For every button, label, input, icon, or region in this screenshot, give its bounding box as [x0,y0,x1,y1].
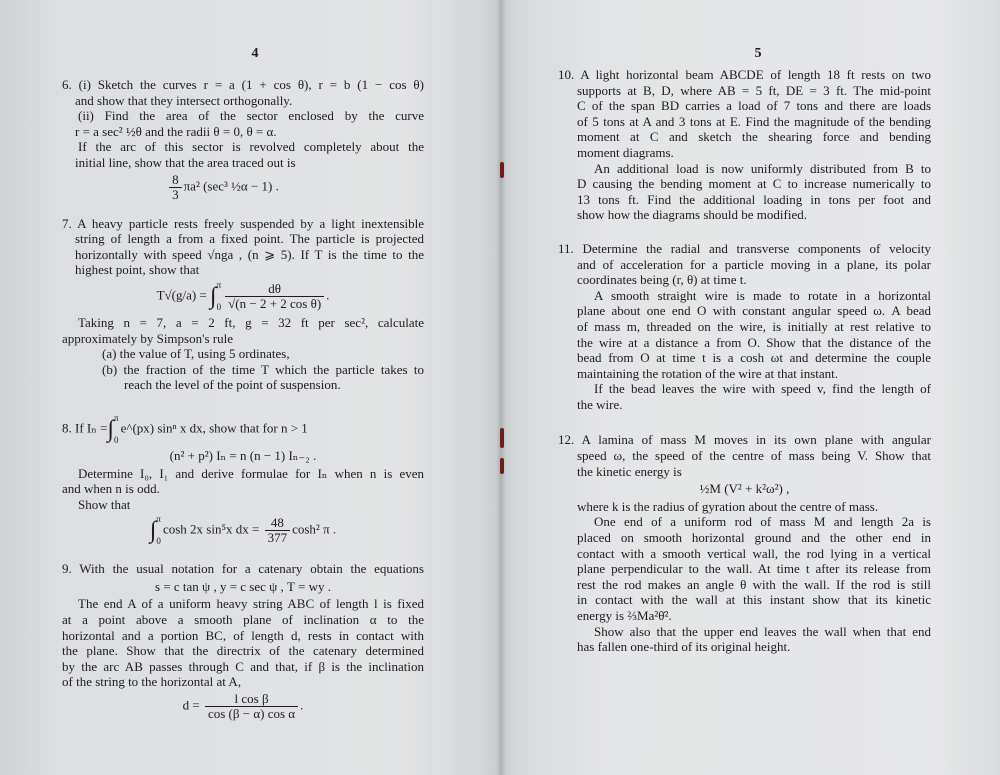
problem-9 [62,561,424,721]
text-line: the plane. Show that the directrix of the catenary determined [62,643,424,659]
text-line: If the bead leaves the wire with speed v, find the length of [594,381,931,397]
text-line: moment diagrams. [577,144,674,160]
fraction: $\frac{8}{3}$ [169,173,182,202]
text-line: has fallen one-third of its original height. [577,639,791,655]
text-line: and show that they intersect orthogonally. [75,92,293,108]
text-line: speed ω, the speed of the centre of mass being V. Show that [577,448,931,464]
page-mark [500,428,504,448]
integral-limits: π 0 [156,514,161,547]
text-line: 11. Determine the radial and transverse components of velocity [558,240,931,256]
text-line: at a point above a smooth plane of inclination α to the [62,612,424,628]
list-item: (b) the fraction of the time T which the particle takes to [102,361,424,377]
text-line: contact with a smooth vertical wall, the rod lying in a vertical [577,545,931,561]
text-line: show how the diagrams should be modified. [577,207,807,223]
equation: $\frac{8}{3}$ πa² (sec³ ½α − 1) . [62,173,424,202]
text-line: One end of a uniform rod of mass M and length 2a is [594,514,931,530]
text-line: Determine I₀, I₁ and derive formulae for Iₙ when n is even [78,465,424,481]
problem-11 [558,241,931,413]
text-line: 7. A heavy particle rests freely suspended by a light inextensible [62,215,424,231]
text-line: string of length a from a fixed point. The particle is projected [75,231,424,247]
text-line: coordinates being (r, θ) at time t. [577,272,747,288]
page-mark [500,458,504,474]
equation: ½M (V² + k²ω²) , [699,481,790,497]
equation: T√(g/a) = ∫π 0 $\frac{d\theta}{\text{√(n − 2 + 2 cos θ)}}$ . [156,279,330,312]
fraction: $\frac{d\theta}{\text{√(n − 2 + 2 cos θ)}}$ [225,282,324,311]
fraction: $\frac{\text{l cos β}}{\text{cos (β − α) cos α}}$ [205,692,298,721]
text-line: D causing the bending moment at C to increase numerically to [577,176,931,192]
text-line: the wire. [577,396,623,412]
text-line: horizontal and a portion BC, of length d, rests in contact with [62,627,424,643]
text-line: 8. If Iₙ =∫π 0e^(px) sinⁿ x dx, show that for n > 1 [62,412,308,445]
equation: s = c tan ψ , y = c sec ψ , T = wy . [155,578,331,594]
text-line: in contact with the wall at this instant show that its kinetic [577,592,931,608]
text-line: of 5 tons at A and 3 tons at E. Find the magnitude of the bending [577,113,931,129]
problem-12 [558,432,931,654]
integral-sign: ∫ [149,517,157,544]
problem-7 [62,216,424,393]
integral-limits: π 0 [216,279,222,312]
text-line: rest the rod makes an angle θ with the wall. If the rod is still [577,576,931,592]
text-line: C of the span BD carries a load of 7 tons and there are loads [577,98,931,114]
text-line: 9. With the usual notation for a catenary obtain the equations [62,561,424,577]
right-page [500,0,1000,775]
left-column [62,77,424,735]
text-line: highest point, show that [75,262,200,278]
text-line: Show also that the upper end leaves the wall when that end [594,623,931,639]
text-line: and when n is odd. [62,481,160,497]
text-line: 12. A lamina of mass M moves in its own plane with angular [558,432,931,448]
text-line: approximately by Simpson's rule [62,330,233,346]
equation: ∫π 0cosh 2x sin⁵x dx = $\frac{48}{377}$ cosh² π . [149,514,337,547]
text-line: the kinetic energy is [577,463,682,479]
text-line: An additional load is now uniformly distributed from B to [594,160,931,176]
text-line: The end A of a uniform heavy string ABC of length l is fixed [78,596,424,612]
problem-10 [558,67,931,223]
text-line: A smooth straight wire is made to rotate in a horizontal [594,287,931,303]
text-line: the wire at a distance a from O. Show that the distance of the [577,334,931,350]
text-line: Taking n = 7, a = 2 ft, g = 32 ft per sec², calculate [78,314,424,330]
text-line: Show that [78,496,131,512]
integral-limits: π 0 [114,412,119,445]
text-line: of mass m, threaded on the wire, is initially at rest relative to [577,318,931,334]
text-line: 10. A light horizontal beam ABCDE of length 18 ft rests on two [558,67,931,82]
integral-sign: ∫ [210,283,217,310]
text-line: 13 tons ft. Find the additional loading in tons per foot and [577,191,931,207]
text-line: If the arc of this sector is revolved completely about the [78,139,424,155]
text-line: by the arc AB passes through C and that, if β is the inclination [62,658,424,674]
problem-6 [62,77,424,202]
text-line: and of acceleration for a particle moving in a plane, its polar [577,256,931,272]
text-line: energy is ⅔Ma²θ̇². [577,608,672,623]
list-item: (a) the value of T, using 5 ordinates, [102,346,290,362]
page-number: 5 [754,46,762,61]
page-mark [500,162,504,178]
integral-sign: ∫ [107,416,115,443]
text-line: where k is the radius of gyration about the centre of mass. [577,498,879,514]
text-line: of the string to the horizontal at A, [62,674,242,690]
text-line: (ii) Find the area of the sector enclosed by the curve [78,108,424,124]
text-line: horizontally with speed √nga , (n ⩾ 5). If T is the time to the [75,246,424,262]
text-line: plane about one end O with constant angular speed ω. A bead [577,303,931,319]
problem-8 [62,413,424,547]
equation: (n² + p²) Iₙ = n (n − 1) Iₙ₋₂ . [169,447,317,463]
text-line: bead from O at time t is a cosh ωt and determine the couple [577,350,931,366]
text-line: supports at B, D, where AB = 5 ft, DE = 3 ft. The mid-point [577,82,931,98]
text-line: 6. (i) Sketch the curves r = a (1 + cos θ), r = b (1 − cos θ) [62,77,424,92]
fraction: $\frac{48}{377}$ [265,516,291,545]
text-line: plane perpendicular to the wall. At time t after its release from [577,561,931,577]
text-line: moment at C and sketch the shearing force and bending [577,129,931,145]
page-number: 4 [251,46,259,61]
text-line: placed on smooth horizontal ground and the other end in [577,530,931,546]
equation: d = $\frac{\text{l cos β}}{\text{cos (β − α) cos α}}$ . [182,691,304,722]
right-column [558,67,931,669]
text-line: initial line, show that the area traced out is [75,154,296,170]
text-line: r = a sec² ½θ and the radii θ = 0, θ = α. [75,123,277,139]
list-item: reach the level of the point of suspension. [124,377,341,393]
text-line: maintaining the rotation of the wire at that instant. [577,365,839,381]
